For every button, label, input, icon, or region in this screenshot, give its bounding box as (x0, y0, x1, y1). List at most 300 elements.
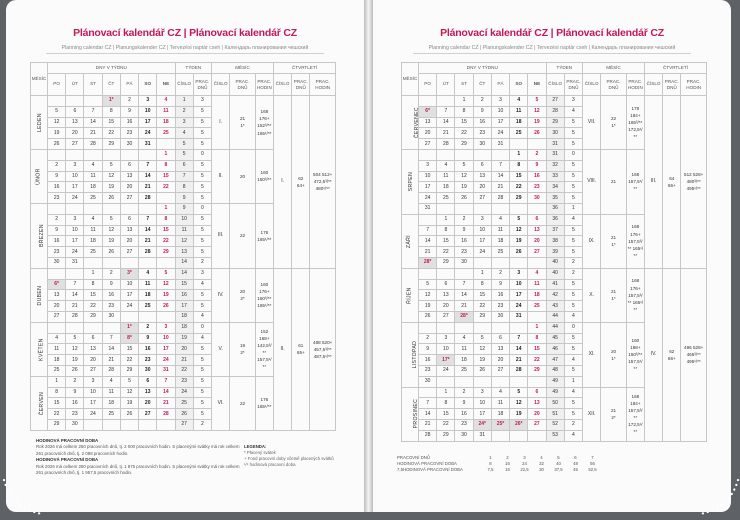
week-number: 31 (546, 149, 564, 160)
day-cell (528, 139, 546, 150)
day-cell: 9 (528, 160, 546, 171)
day-cell (84, 257, 102, 268)
day-cell: 25 (139, 301, 157, 312)
day-cell: 7 (157, 376, 175, 387)
day-cell: 3 (473, 214, 491, 225)
quarter-workdays-value: 62 (298, 175, 304, 181)
day-cell: 16 (455, 236, 473, 247)
day-cell: 15 (437, 409, 455, 420)
day-cell: 29 (473, 311, 491, 322)
header-month-workdays: PRAC. DNŮ (601, 74, 627, 96)
day-cell: 21 (157, 398, 175, 409)
day-cell: 2 (419, 333, 437, 344)
day-cell: 30 (66, 419, 84, 430)
day-cell: 17 (473, 409, 491, 420)
day-cell: 6 (437, 279, 455, 290)
day-cell: 2 (66, 376, 84, 387)
day-cell: 15 (84, 290, 102, 301)
day-cell: 5 (102, 214, 120, 225)
month-name: LEDEN (36, 113, 43, 132)
week-number: 49 (546, 376, 564, 387)
day-cell: 9 (419, 344, 437, 355)
week-number: 24 (175, 387, 193, 398)
day-cell (120, 257, 138, 268)
header-day-5: SO (139, 74, 157, 96)
week-number: 7 (175, 171, 193, 182)
day-cell: 17* (437, 355, 455, 366)
summary-value: 15 (505, 466, 510, 472)
quarter-workdays (663, 96, 681, 269)
day-cell (48, 268, 66, 279)
header-month-summary: MĚSÍC (212, 63, 274, 74)
week-workdays: 5 (193, 387, 211, 398)
day-cell: 5 (510, 214, 528, 225)
day-cell (139, 203, 157, 214)
day-cell: 19 (66, 355, 84, 366)
day-cell: 11 (48, 344, 66, 355)
day-cell: 14 (84, 117, 102, 128)
day-cell: 3 (66, 160, 84, 171)
day-cell: 24 (491, 128, 509, 139)
day-cell (419, 322, 437, 333)
month-hours: 168 176+ 152³/⁵* 165¹/⁵* (255, 96, 273, 150)
day-cell: 12 (419, 290, 437, 301)
day-cell: 8 (437, 225, 455, 236)
month-number: VII. (583, 96, 601, 150)
day-cell: 11 (437, 171, 455, 182)
week-number: 42 (546, 290, 564, 301)
week-number: 17 (175, 301, 193, 312)
week-number: 39 (546, 247, 564, 258)
quarter-workdays-with-holidays: 65+ (296, 350, 305, 356)
day-cell: 3 (437, 333, 455, 344)
day-cell: 1 (157, 149, 175, 160)
header-day-2: ST (84, 74, 102, 96)
day-cell: 7 (66, 279, 84, 290)
week-workdays: 5 (193, 193, 211, 204)
note-text: Rok 2026 má celkem 250 pracovních dnů, tj. 1 875 pracovních hodin. S placenými svátky má rok celkem 261 pracovních dnů, tj. 1 957,5 pracovních hodin. (36, 463, 240, 475)
day-cell (437, 268, 455, 279)
week-workdays: 2 (193, 257, 211, 268)
day-cell: 19 (473, 355, 491, 366)
day-cell: 2 (491, 268, 509, 279)
day-cell: 25 (84, 247, 102, 258)
day-cell: 8 (48, 387, 66, 398)
week-workdays: 4 (193, 279, 211, 290)
week-workdays: 5 (564, 247, 582, 258)
month-name-cell (402, 96, 419, 150)
week-workdays: 2 (564, 419, 582, 430)
day-cell: 20 (528, 409, 546, 420)
month-hours: 168 176+ 157,5³/⁵* 165¹/⁵* (626, 214, 644, 268)
day-cell (528, 430, 546, 441)
day-cell (102, 322, 120, 333)
day-cell: 23 (120, 128, 138, 139)
week-workdays: 3 (564, 96, 582, 107)
week-number: 14 (175, 257, 193, 268)
month-workdays-value: 22 (239, 233, 246, 239)
week-number: 36 (546, 203, 564, 214)
week-workdays: 0 (193, 149, 211, 160)
day-cell (157, 193, 175, 204)
day-cell: 6 (528, 387, 546, 398)
day-cell: 4 (157, 96, 175, 107)
day-cell: 6 (84, 333, 102, 344)
day-cell: 24 (84, 409, 102, 420)
day-cell (491, 203, 509, 214)
day-cell (473, 322, 491, 333)
day-cell: 11 (491, 398, 509, 409)
note-heading: HODINOVÁ PRACOVNÍ DOBA (36, 457, 99, 463)
day-cell (419, 268, 437, 279)
day-cell: 10 (510, 279, 528, 290)
day-cell: 27 (437, 311, 455, 322)
week-workdays: 5 (193, 301, 211, 312)
day-cell (473, 149, 491, 160)
day-cell: 18 (491, 236, 509, 247)
month-hours: 176 184+ 165³/⁵* 172,5¹/⁵* (626, 96, 644, 150)
day-cell: 29 (455, 139, 473, 150)
day-cell (139, 257, 157, 268)
summary-value: 5 (557, 454, 560, 460)
day-cell: 17 (510, 290, 528, 301)
week-number: 41 (546, 279, 564, 290)
week-number: 11 (175, 225, 193, 236)
day-cell: 18 (84, 236, 102, 247)
day-cell: 10 (437, 344, 455, 355)
month-number: XI. (583, 322, 601, 387)
month-workdays (601, 149, 627, 214)
week-number: 44 (546, 311, 564, 322)
week-number: 21 (175, 355, 193, 366)
day-cell: 14 (419, 236, 437, 247)
month-name: LISTOPAD (412, 340, 419, 369)
week-workdays: 4 (564, 430, 582, 441)
day-cell: 16 (48, 236, 66, 247)
month-name-cell (31, 322, 48, 376)
day-cell: 12 (102, 225, 120, 236)
quarter-hours: 496 528+ 465³/⁵* 495¹/⁵* (681, 268, 707, 441)
month-number: IX. (583, 214, 601, 268)
day-cell: 18 (48, 355, 66, 366)
header-day-4: PÁ (491, 74, 509, 96)
legend (244, 444, 334, 468)
day-cell (437, 149, 455, 160)
day-cell: 6* (419, 106, 437, 117)
day-cell: 8 (510, 160, 528, 171)
month-number: VIII. (583, 149, 601, 214)
summary-label: HODINOVÁ PRACOVNÍ DOBA (397, 460, 457, 466)
day-cell: 23 (455, 419, 473, 430)
day-cell: 8 (528, 333, 546, 344)
day-cell: 18 (437, 182, 455, 193)
day-cell: 12 (120, 387, 138, 398)
day-cell: 31 (419, 203, 437, 214)
day-cell: 22 (528, 355, 546, 366)
day-cell: 28 (419, 430, 437, 441)
day-cell (528, 203, 546, 214)
day-cell: 19 (528, 117, 546, 128)
day-cell: 21 (419, 247, 437, 258)
day-cell: 18 (455, 355, 473, 366)
day-cell: 30 (419, 376, 437, 387)
month-number: IV. (212, 268, 230, 322)
day-cell: 24 (139, 128, 157, 139)
day-cell: 7 (139, 214, 157, 225)
day-cell: 3 (66, 214, 84, 225)
day-cell (510, 203, 528, 214)
day-cell: 25 (157, 128, 175, 139)
day-cell: 18 (139, 290, 157, 301)
header-month-number: ČÍSLO (212, 74, 230, 96)
day-cell: 23 (528, 182, 546, 193)
day-cell: 2 (102, 268, 120, 279)
summary-value: 7,5 (487, 466, 494, 472)
week-workdays: 5 (193, 182, 211, 193)
week-workdays: 4 (564, 387, 582, 398)
day-cell: 21 (419, 419, 437, 430)
week-number: 48 (546, 365, 564, 376)
day-cell (473, 203, 491, 214)
week-workdays: 5 (564, 171, 582, 182)
week-workdays: 5 (193, 236, 211, 247)
day-cell: 28 (157, 409, 175, 420)
week-workdays: 5 (564, 225, 582, 236)
week-workdays: 5 (564, 290, 582, 301)
day-cell (437, 96, 455, 107)
day-cell: 5 (419, 279, 437, 290)
legend-item: * Placený svátek (244, 450, 276, 456)
day-cell: 16 (528, 171, 546, 182)
day-cell: 20 (139, 398, 157, 409)
day-cell (139, 311, 157, 322)
day-cell: 4 (84, 214, 102, 225)
header-day-0: PO (419, 74, 437, 96)
corner-dots-decoration (2, 478, 52, 518)
day-cell: 21 (437, 128, 455, 139)
day-cell: 20 (66, 128, 84, 139)
day-cell: 12 (48, 117, 66, 128)
day-cell: 1 (84, 268, 102, 279)
day-cell: 31 (157, 365, 175, 376)
day-cell: 7 (510, 333, 528, 344)
summary-value: 30 (539, 466, 544, 472)
day-cell: 27 (528, 419, 546, 430)
day-cell: 2 (139, 322, 157, 333)
day-cell: 28* (455, 311, 473, 322)
day-cell: 13 (528, 398, 546, 409)
week-number: 32 (546, 160, 564, 171)
month-name: ČERVENEC (413, 106, 420, 139)
header-quarter-number: ČÍSLO (273, 74, 291, 96)
day-cell: 17 (84, 398, 102, 409)
day-cell: 10 (491, 106, 509, 117)
day-cell (437, 203, 455, 214)
week-number: 38 (546, 236, 564, 247)
month-name-cell (402, 214, 419, 268)
header-week-number: ČÍSLO (175, 74, 193, 96)
month-workdays-value: 20 (610, 348, 617, 354)
legend-heading: LEGENDA: (244, 444, 267, 449)
day-cell (102, 419, 120, 430)
summary-label: 7,5HODINOVÁ PRACOVNÍ DOBA (397, 466, 463, 472)
left-page (6, 0, 364, 512)
day-cell (66, 203, 84, 214)
day-cell: 8 (157, 214, 175, 225)
day-cell: 1 (157, 203, 175, 214)
day-cell: 21 (510, 355, 528, 366)
working-hours-summary (397, 454, 598, 472)
day-cell: 4 (102, 376, 120, 387)
header-week-workdays: PRAC. DNŮ (193, 74, 211, 96)
day-cell (510, 322, 528, 333)
day-cell: 28 (102, 365, 120, 376)
week-number: 27 (546, 96, 564, 107)
month-name: BŘEZEN (38, 224, 45, 248)
day-cell: 22 (48, 409, 66, 420)
day-cell: 28 (510, 365, 528, 376)
day-cell: 6 (473, 160, 491, 171)
week-number: 35 (546, 193, 564, 204)
day-cell: 19 (102, 236, 120, 247)
day-cell: 23 (491, 301, 509, 312)
week-workdays: 5 (564, 333, 582, 344)
day-cell: 8 (437, 398, 455, 409)
day-cell (510, 139, 528, 150)
day-cell: 27 (473, 193, 491, 204)
day-cell: 7 (491, 160, 509, 171)
day-cell: 20 (437, 301, 455, 312)
day-cell: 22 (84, 301, 102, 312)
day-cell: 29 (510, 193, 528, 204)
day-cell: 10 (473, 398, 491, 409)
day-cell: 29 (157, 247, 175, 258)
week-number: 53 (546, 430, 564, 441)
day-cell: 19 (455, 182, 473, 193)
day-cell: 27 (66, 139, 84, 150)
day-cell: 21 (455, 301, 473, 312)
day-cell: 24* (473, 419, 491, 430)
day-cell: 22 (120, 355, 138, 366)
day-cell: 12 (66, 344, 84, 355)
page-title: Plánovací kalendář CZ | Plánovací kalendář CZ (440, 27, 664, 39)
week-row (402, 268, 707, 279)
quarter-workdays-value: 61 (298, 343, 304, 349)
day-cell (120, 203, 138, 214)
day-cell: 24 (510, 301, 528, 312)
day-cell: 26 (48, 139, 66, 150)
header-day-6: NE (528, 74, 546, 96)
week-number: 6 (175, 160, 193, 171)
month-workdays (601, 322, 627, 387)
week-workdays: 5 (564, 160, 582, 171)
day-cell: 8 (473, 279, 491, 290)
summary-value: 40 (556, 460, 561, 466)
day-cell: 29 (437, 430, 455, 441)
month-name: KVĚTEN (38, 337, 45, 361)
day-cell: 31 (139, 139, 157, 150)
month-name: ŘÍJEN (406, 286, 413, 304)
day-cell: 29 (120, 365, 138, 376)
quarter-hours: 504 512+ 472,5³/⁵* 480¹/⁵* (310, 96, 336, 269)
summary-label: PRACOVNÍ DNŮ (397, 454, 430, 460)
week-number: 15 (175, 279, 193, 290)
day-cell: 30 (528, 193, 546, 204)
day-cell: 25* (491, 419, 509, 430)
day-cell: 17 (157, 344, 175, 355)
week-workdays: 5 (193, 214, 211, 225)
quarter-workdays-with-holidays: 66+ (667, 355, 676, 361)
day-cell (139, 149, 157, 160)
week-number: 9 (175, 193, 193, 204)
day-cell: 4 (48, 333, 66, 344)
week-workdays: 5 (193, 365, 211, 376)
day-cell: 4 (510, 96, 528, 107)
day-cell (102, 257, 120, 268)
page-subtitle: Planning calendar CZ | Planungskalender CZ | Tervezési naptár cseh | Календарь планирования чешский (61, 45, 309, 51)
calendar-table-h2 (401, 62, 707, 442)
day-cell (419, 96, 437, 107)
day-cell: 3 (491, 96, 509, 107)
day-cell: 24 (419, 193, 437, 204)
day-cell: 14 (455, 290, 473, 301)
week-number: 2 (175, 106, 193, 117)
week-number: 13 (175, 247, 193, 258)
day-cell: 10 (157, 333, 175, 344)
day-cell: 29 (48, 419, 66, 430)
header-day-6: NE (157, 74, 175, 96)
page-title: Plánovací kalendář CZ | Plánovací kalendář CZ (73, 27, 297, 39)
day-cell: 20 (120, 236, 138, 247)
day-cell: 9 (120, 106, 138, 117)
month-workdays-value: 22 (610, 116, 617, 122)
month-name-cell (31, 96, 48, 150)
month-workdays-with-holidays: 2* (240, 350, 245, 356)
day-cell: 6 (491, 333, 509, 344)
day-cell: 27 (139, 409, 157, 420)
day-cell: 15 (437, 236, 455, 247)
day-cell (419, 214, 437, 225)
day-cell (510, 257, 528, 268)
day-cell (120, 149, 138, 160)
day-cell: 15 (455, 117, 473, 128)
day-cell: 23 (66, 409, 84, 420)
day-cell (491, 322, 509, 333)
day-cell: 15 (102, 117, 120, 128)
day-cell: 8 (455, 106, 473, 117)
week-workdays: 3 (193, 268, 211, 279)
day-cell: 11 (84, 171, 102, 182)
day-cell: 11 (139, 279, 157, 290)
day-cell: 4 (437, 160, 455, 171)
day-cell: 28* (419, 257, 437, 268)
day-cell: 26 (473, 365, 491, 376)
day-cell: 15 (528, 344, 546, 355)
week-number: 50 (546, 398, 564, 409)
day-cell: 25 (84, 193, 102, 204)
day-cell: 13 (491, 344, 509, 355)
day-cell: 4 (455, 333, 473, 344)
day-cell: 11 (84, 225, 102, 236)
day-cell: 25 (510, 128, 528, 139)
day-cell: 17 (473, 236, 491, 247)
day-cell: 25 (491, 247, 509, 258)
day-cell (84, 419, 102, 430)
day-cell: 21 (491, 182, 509, 193)
day-cell: 28 (491, 193, 509, 204)
month-workdays-value: 20 (239, 173, 246, 179)
day-cell: 19 (48, 128, 66, 139)
